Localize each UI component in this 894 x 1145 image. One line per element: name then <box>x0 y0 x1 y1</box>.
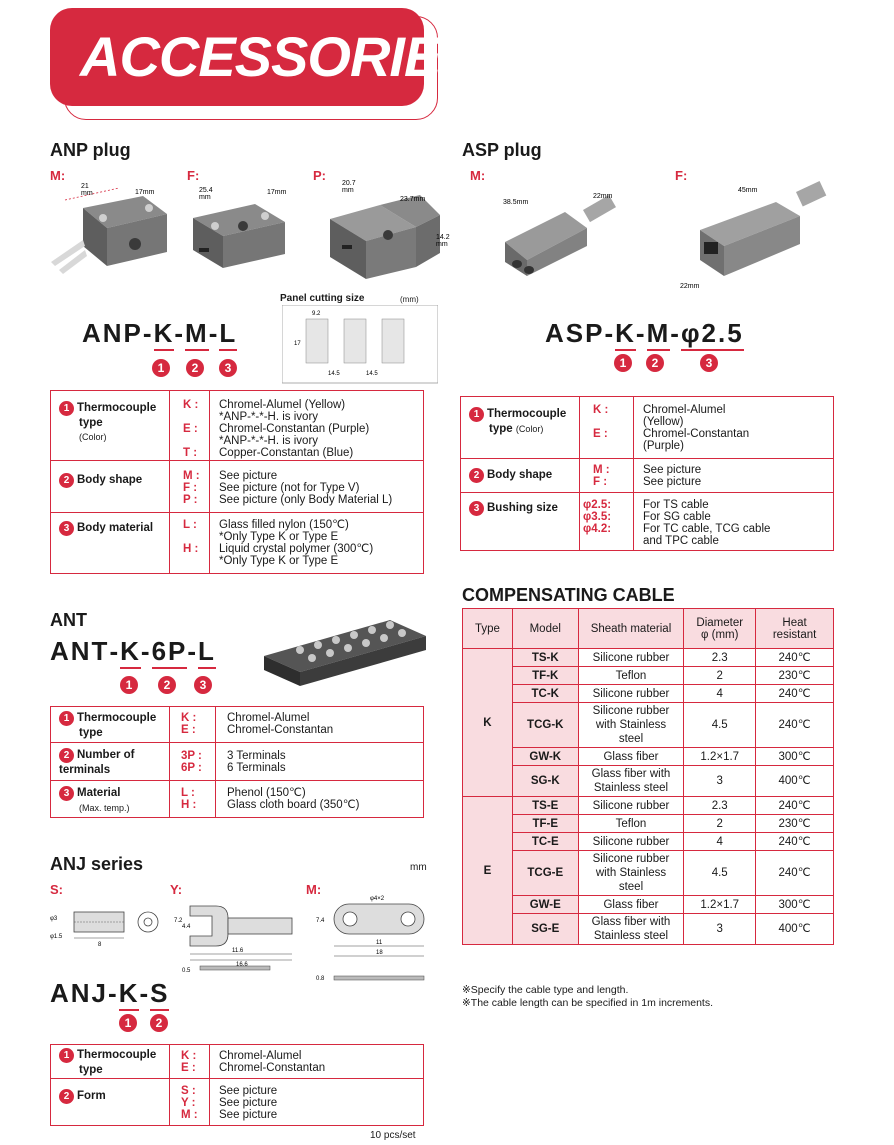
cable-table-head <box>463 609 834 649</box>
table-row <box>463 649 834 667</box>
anp-model-code <box>82 318 237 349</box>
asp-m-dim-2: 22mm <box>593 193 613 200</box>
anp-p-dim-1-unit: mm <box>342 187 354 194</box>
ant-title: ANT <box>50 610 87 630</box>
ant-row-3-codes: L : H : <box>181 787 197 811</box>
cable-sheath-cell: Silicone rubber <box>578 833 684 851</box>
anp-row-material <box>51 513 423 573</box>
asp-row-3-desc: For TS cable For SG cable For TC cable, TCG cable and TPC cable <box>643 499 771 547</box>
anp-row-3-head: Body material <box>77 522 154 534</box>
ant-callout-2: 2 <box>158 676 176 694</box>
cable-type-cell: K <box>463 649 513 797</box>
anp-row-shape-head <box>59 473 142 488</box>
anp-row-3-num: 3 <box>59 521 74 536</box>
anj-y-dim-4: 16.6 <box>236 962 248 968</box>
anp-row-1-num: 1 <box>59 401 74 416</box>
anp-row-type-head <box>59 401 156 444</box>
table-row <box>463 703 834 748</box>
ant-row-2-head2: terminals <box>59 764 111 776</box>
panel-dim-14-5-a: 14.5 <box>328 371 340 377</box>
ant-model-code <box>50 636 216 667</box>
asp-m-dim-1: 38.5mm <box>503 199 529 206</box>
ant-row-2-num: 2 <box>59 748 74 763</box>
ant-code-dash-2: - <box>140 636 152 666</box>
cable-sheath-cell: Silicone rubber with Stainless steel <box>578 851 684 896</box>
asp-code-dash-2: - <box>635 318 647 348</box>
asp-code-bushing: φ2.5 <box>680 318 744 348</box>
panel-cutting-unit: (mm) <box>400 295 419 304</box>
anp-code-material: L <box>219 318 238 348</box>
asp-model-code <box>545 318 744 349</box>
anj-variant-y: Y: <box>170 882 183 897</box>
anj-row-2-codes: S : Y : M : <box>181 1085 198 1121</box>
anj-callout-2: 2 <box>150 1014 168 1032</box>
anj-y-dim-1: 7.2 <box>174 918 183 924</box>
asp-options-table <box>460 396 834 551</box>
anj-y-dim-3: 11.6 <box>232 948 244 954</box>
anp-title: ANP plug <box>50 140 131 160</box>
ant-row-1-head2: type <box>79 727 103 739</box>
ant-row-type <box>51 707 423 743</box>
ant-row-3-num: 3 <box>59 786 74 801</box>
ant-code-terminals: 6P <box>151 636 188 666</box>
anj-variant-s: S: <box>50 882 63 897</box>
cable-header-sheath: Sheath material <box>578 609 684 649</box>
asp-row-type-head <box>469 407 566 436</box>
ant-callout-3: 3 <box>194 676 212 694</box>
cable-sheath-cell: Silicone rubber with Stainless steel <box>578 703 684 748</box>
cable-sheath-cell: Silicone rubber <box>578 685 684 703</box>
anp-f-dim-2: 17mm <box>267 189 287 196</box>
anj-callout-1: 1 <box>119 1014 137 1032</box>
ant-row-terminals-head <box>59 748 135 777</box>
ant-row-2-head: Number of <box>77 749 135 761</box>
anp-row-1-head: Thermocouple <box>77 402 157 414</box>
cable-diameter-cell: 4 <box>684 685 756 703</box>
table-row <box>463 833 834 851</box>
ant-row-1-codes: K : E : <box>181 712 197 736</box>
cable-note-1: ※Specify the cable type and length. <box>462 984 629 996</box>
anj-title: ANJ series <box>50 854 144 874</box>
asp-code-shape: M <box>646 318 671 348</box>
anj-code-dash-2: - <box>139 978 151 1008</box>
anj-s-drawing <box>48 898 173 958</box>
ant-code-dash-3: - <box>187 636 199 666</box>
table-row <box>463 766 834 797</box>
anj-y-dim-5: 0.5 <box>182 968 191 974</box>
cable-heat-cell: 400℃ <box>756 914 834 945</box>
ant-code-prefix: ANT <box>50 636 110 666</box>
panel-dim-9-2: 9.2 <box>312 311 321 317</box>
ant-terminal-block-image <box>260 610 430 690</box>
ant-row-2-codes: 3P : 6P : <box>181 750 202 774</box>
asp-row-bushing <box>461 493 833 550</box>
asp-code-dash-3: - <box>670 318 681 348</box>
anj-row-2-num: 2 <box>59 1089 74 1104</box>
cable-sheath-cell: Glass fiber with Stainless steel <box>578 766 684 797</box>
anj-y-drawing <box>172 898 302 978</box>
anj-s-dim-2: φ1.5 <box>50 934 63 940</box>
anp-code-shape: M <box>185 318 209 348</box>
panel-cutting-title: Panel cutting size <box>280 293 365 304</box>
table-row <box>463 748 834 766</box>
anj-footer: 10 pcs/set <box>370 1130 416 1141</box>
anj-row-type <box>51 1045 423 1079</box>
cable-model-cell: TCG-E <box>512 851 578 896</box>
cable-sheath-cell: Glass fiber <box>578 896 684 914</box>
ant-code-material: L <box>198 636 216 666</box>
asp-row-1-head: Thermocouple <box>487 408 567 420</box>
asp-callout-1: 1 <box>614 354 632 372</box>
cable-diameter-cell: 1.2×1.7 <box>684 896 756 914</box>
asp-row-3-codes: φ2.5: φ3.5: φ4.2: <box>583 499 612 535</box>
anp-row-material-head <box>59 521 153 536</box>
asp-row-2-head: Body shape <box>487 469 553 481</box>
anp-callout-3: 3 <box>219 359 237 377</box>
ant-callout-1: 1 <box>120 676 138 694</box>
anj-options-table <box>50 1044 424 1126</box>
anp-options-table <box>50 390 424 574</box>
anp-row-2-codes: M : F : P : <box>183 470 200 506</box>
cable-model-cell: SG-K <box>512 766 578 797</box>
table-row <box>463 914 834 945</box>
anp-callout-2: 2 <box>186 359 204 377</box>
cable-sheath-cell: Silicone rubber <box>578 649 684 667</box>
cable-diameter-cell: 4.5 <box>684 851 756 896</box>
anp-code-prefix: ANP <box>82 318 143 348</box>
anp-row-1-sub: (Color) <box>79 432 107 442</box>
cable-header-heat: Heat resistant <box>756 609 834 649</box>
anp-variant-p: P: <box>313 168 326 183</box>
cable-heat-cell: 240℃ <box>756 649 834 667</box>
cable-header-type: Type <box>463 609 513 649</box>
cable-model-cell: TF-E <box>512 815 578 833</box>
anp-row-shape <box>51 461 423 513</box>
anj-m-dim-2: 7.4 <box>316 918 325 924</box>
ant-row-2-desc: 3 Terminals 6 Terminals <box>227 750 286 774</box>
cable-sheath-cell: Teflon <box>578 815 684 833</box>
cable-heat-cell: 240℃ <box>756 685 834 703</box>
anp-variant-m: M: <box>50 168 66 183</box>
anj-m-dim-4: 18 <box>376 950 383 956</box>
cable-diameter-cell: 3 <box>684 914 756 945</box>
cable-model-cell: TS-K <box>512 649 578 667</box>
anj-s-dim-3: 8 <box>98 942 102 948</box>
asp-row-1-num: 1 <box>469 407 484 422</box>
asp-row-2-codes: M : F : <box>593 464 610 488</box>
cable-heat-cell: 230℃ <box>756 815 834 833</box>
cable-model-cell: TS-E <box>512 797 578 815</box>
cable-diameter-cell: 3 <box>684 766 756 797</box>
cable-note-2: ※The cable length can be specified in 1m increments. <box>462 997 714 1009</box>
anj-row-type-head <box>59 1048 156 1077</box>
asp-row-3-head: Bushing size <box>487 502 558 514</box>
anp-p-dim-1: 20.7 <box>342 180 356 187</box>
asp-row-shape <box>461 459 833 493</box>
asp-code-prefix: ASP <box>545 318 605 348</box>
anj-row-2-desc: See picture See picture See picture <box>219 1085 278 1121</box>
ant-row-1-head: Thermocouple <box>77 712 157 724</box>
table-row <box>463 667 834 685</box>
anp-p-dim-3-unit: mm <box>436 241 448 248</box>
cable-heat-cell: 240℃ <box>756 833 834 851</box>
asp-code-type: K <box>615 318 636 348</box>
anp-code-dash-1: - <box>142 318 154 348</box>
anp-row-2-num: 2 <box>59 473 74 488</box>
cable-table <box>462 608 834 945</box>
asp-row-1-codes: K : E : <box>593 404 609 440</box>
anp-row-2-head: Body shape <box>77 474 143 486</box>
anp-f-plug-image <box>185 178 305 278</box>
panel-dim-17: 17 <box>294 341 301 347</box>
anp-code-dash-2: - <box>174 318 186 348</box>
asp-variant-f: F: <box>675 168 688 183</box>
anp-callout-1: 1 <box>152 359 170 377</box>
anj-row-1-head2: type <box>79 1064 103 1076</box>
cable-model-cell: SG-E <box>512 914 578 945</box>
panel-cutting-diagram <box>282 305 438 385</box>
anj-s-dim-1: φ3 <box>50 916 58 922</box>
ant-row-3-desc: Phenol (150℃) Glass cloth board (350℃) <box>227 787 360 811</box>
cable-table-body <box>463 649 834 945</box>
cable-header-model: Model <box>512 609 578 649</box>
anp-row-1-desc: Chromel-Alumel (Yellow) *ANP-*-*-H. is ivory Chromel-Constantan (Purple) *ANP-*-*-H. is ivory Copper-Constantan (Blue) <box>219 399 370 459</box>
anj-row-1-codes: K : E : <box>181 1050 197 1074</box>
ant-row-type-head <box>59 711 156 740</box>
accessories-banner <box>50 8 477 120</box>
asp-f-dim-1: 45mm <box>738 187 758 194</box>
anj-code-form: S <box>150 978 170 1008</box>
anj-model-code <box>50 978 169 1009</box>
anj-y-dim-2: 4.4 <box>182 924 191 930</box>
ant-row-material <box>51 781 423 817</box>
table-row <box>463 896 834 914</box>
cable-model-cell: TC-E <box>512 833 578 851</box>
asp-m-plug-image <box>495 180 625 290</box>
ant-row-1-desc: Chromel-Alumel Chromel-Constantan <box>227 712 334 736</box>
anp-m-dim-2: 17mm <box>135 189 155 196</box>
cable-diameter-cell: 2 <box>684 667 756 685</box>
asp-row-3-num: 3 <box>469 501 484 516</box>
anp-row-1-codes: K : E : T : <box>183 399 199 459</box>
anj-row-1-head: Thermocouple <box>77 1049 157 1061</box>
cable-diameter-cell: 2 <box>684 815 756 833</box>
asp-variant-m: M: <box>470 168 486 183</box>
asp-callout-2: 2 <box>646 354 664 372</box>
asp-row-type <box>461 397 833 459</box>
ant-row-3-sub: (Max. temp.) <box>79 803 130 813</box>
cable-heat-cell: 240℃ <box>756 851 834 896</box>
cable-sheath-cell: Teflon <box>578 667 684 685</box>
anj-m-dim-5: 0.8 <box>316 976 325 982</box>
anp-variant-f: F: <box>187 168 200 183</box>
cable-diameter-cell: 2.3 <box>684 797 756 815</box>
asp-code-dash-1: - <box>604 318 616 348</box>
cable-sheath-cell: Silicone rubber <box>578 797 684 815</box>
cable-sheath-cell: Glass fiber with Stainless steel <box>578 914 684 945</box>
cable-diameter-cell: 4.5 <box>684 703 756 748</box>
table-row <box>463 797 834 815</box>
anp-f-dim-1: 25.4 <box>199 187 213 194</box>
asp-row-1-sub: (Color) <box>515 424 544 434</box>
anj-code-type: K <box>118 978 140 1008</box>
asp-title: ASP plug <box>462 140 542 160</box>
anp-p-dim-2: 23.7mm <box>400 196 426 203</box>
anj-row-1-desc: Chromel-Alumel Chromel-Constantan <box>219 1050 326 1074</box>
cable-sheath-cell: Glass fiber <box>578 748 684 766</box>
anp-row-3-desc: Glass filled nylon (150℃) *Only Type K or Type E Liquid crystal polymer (300℃) *Only Type K or Type E <box>219 519 374 567</box>
anj-m-dim-3: 11 <box>376 940 383 946</box>
asp-row-bushing-head <box>469 501 558 516</box>
ant-options-table <box>50 706 424 818</box>
cable-heat-cell: 300℃ <box>756 896 834 914</box>
anj-m-dim-1: φ4×2 <box>370 896 385 902</box>
cable-header-diameter: Diameter φ (mm) <box>684 609 756 649</box>
anj-variant-m: M: <box>306 882 322 897</box>
ant-code-dash-1: - <box>109 636 121 666</box>
anp-row-3-codes: L : H : <box>183 519 199 555</box>
anj-row-form <box>51 1079 423 1125</box>
anj-row-form-head <box>59 1089 106 1104</box>
anj-code-dash-1: - <box>108 978 119 1008</box>
ant-row-3-head: Material <box>77 787 121 799</box>
cable-title: COMPENSATING CABLE <box>462 585 675 605</box>
cable-heat-cell: 400℃ <box>756 766 834 797</box>
asp-row-shape-head <box>469 468 552 483</box>
cable-type-cell: E <box>463 797 513 945</box>
anp-f-dim-1-unit: mm <box>199 194 211 201</box>
anp-row-1-head2: type <box>79 417 103 429</box>
asp-f-plug-image <box>680 178 830 293</box>
anj-row-2-head: Form <box>77 1090 106 1102</box>
ant-code-type: K <box>120 636 141 666</box>
panel-dim-14-5-b: 14.5 <box>366 371 378 377</box>
anp-row-2-desc: See picture See picture (not for Type V) See picture (only Body Material L) <box>219 470 393 506</box>
anp-code-dash-3: - <box>208 318 220 348</box>
table-row <box>463 851 834 896</box>
asp-callout-3: 3 <box>700 354 718 372</box>
table-row <box>463 685 834 703</box>
asp-row-1-desc: Chromel-Alumel (Yellow) Chromel-Constantan (Purple) <box>643 404 750 452</box>
asp-row-1-head2: type <box>489 423 513 435</box>
asp-row-2-num: 2 <box>469 468 484 483</box>
anj-row-1-num: 1 <box>59 1048 74 1063</box>
cable-model-cell: TC-K <box>512 685 578 703</box>
cable-heat-cell: 240℃ <box>756 797 834 815</box>
cable-heat-cell: 230℃ <box>756 667 834 685</box>
ant-row-terminals <box>51 743 423 781</box>
cable-heat-cell: 240℃ <box>756 703 834 748</box>
asp-f-dim-2: 22mm <box>680 283 700 290</box>
ant-row-1-num: 1 <box>59 711 74 726</box>
cable-model-cell: GW-K <box>512 748 578 766</box>
cable-model-cell: GW-E <box>512 896 578 914</box>
cable-diameter-cell: 4 <box>684 833 756 851</box>
cable-model-cell: TF-K <box>512 667 578 685</box>
cable-heat-cell: 300℃ <box>756 748 834 766</box>
anp-m-dim-1: 21 <box>81 183 89 190</box>
anp-m-plug-image <box>45 178 175 278</box>
cable-diameter-cell: 1.2×1.7 <box>684 748 756 766</box>
anj-m-drawing <box>310 890 430 990</box>
anp-p-dim-3: 14.2 <box>436 234 450 241</box>
anj-unit: mm <box>410 862 427 873</box>
anp-row-type <box>51 391 423 461</box>
cable-diameter-cell: 2.3 <box>684 649 756 667</box>
table-row <box>463 815 834 833</box>
ant-row-material-head <box>59 786 130 815</box>
anp-m-dim-1-unit: mm <box>81 190 93 197</box>
anp-p-plug-image <box>320 175 460 285</box>
page-title: ACCESSORIES <box>80 25 477 88</box>
cable-model-cell: TCG-K <box>512 703 578 748</box>
asp-row-2-desc: See picture See picture <box>643 464 702 488</box>
anp-code-type: K <box>153 318 175 348</box>
anj-code-prefix: ANJ <box>50 978 109 1008</box>
